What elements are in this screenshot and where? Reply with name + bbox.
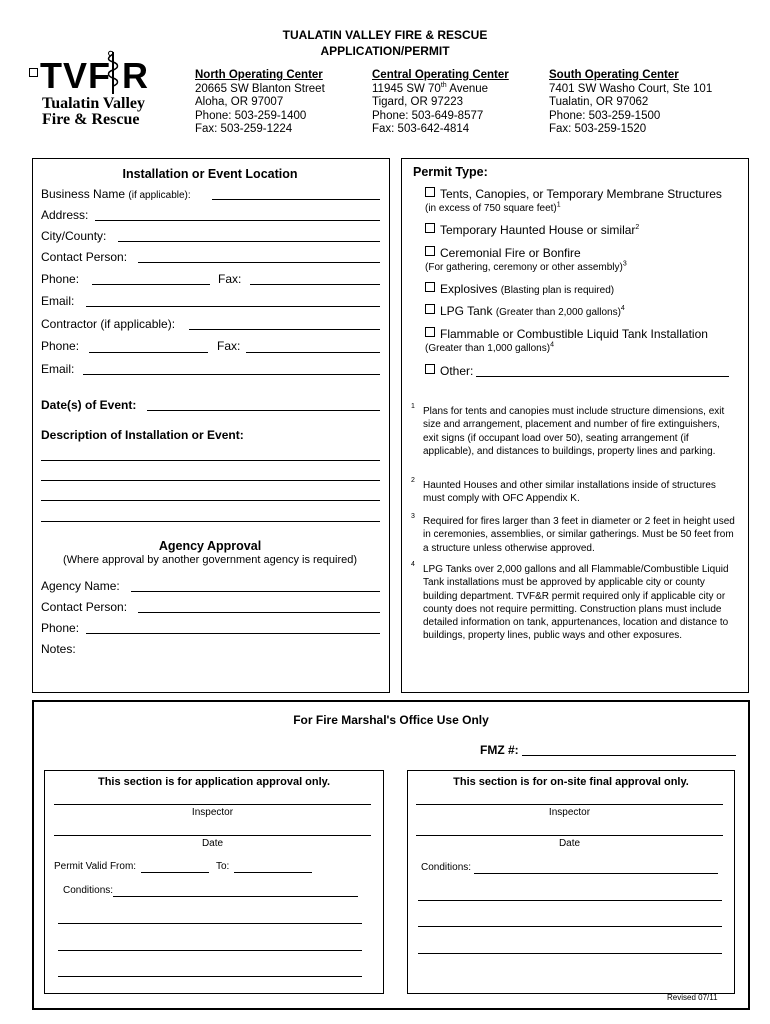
application-approval-heading: This section is for application approval only. [97, 776, 331, 788]
business-name-label: Business Name (if applicable): [41, 187, 191, 201]
permit-explosives-option[interactable]: Explosives (Blasting plan is required) [425, 282, 614, 297]
permit-flammable-option[interactable]: Flammable or Combustible Liquid Tank Installation [425, 327, 708, 341]
final-inspector-field[interactable] [416, 804, 723, 805]
app-inspector-field[interactable] [54, 804, 371, 805]
location-heading: Installation or Event Location [122, 167, 298, 181]
footnote-2-number: 2 [411, 477, 415, 484]
description-line-1[interactable] [41, 460, 380, 461]
final-date-field[interactable] [416, 835, 723, 836]
permit-other-option[interactable]: Other: [425, 364, 473, 378]
permit-flammable-note: (Greater than 1,000 gallons)$^4$ [425, 341, 554, 354]
business-name-field[interactable] [212, 199, 380, 200]
agency-name-label: Agency Name: [41, 579, 120, 593]
contractor-email-label: Email: [41, 362, 75, 376]
agency-note: (Where approval by another government agency is required) [62, 554, 358, 566]
app-conditions-field[interactable] [113, 896, 358, 897]
flammable-checkbox[interactable] [425, 327, 435, 337]
email-field[interactable] [86, 306, 380, 307]
footnote-1-text: Plans for tents and canopies must include structure dimensions, exit size and arrangement, placement and number of fire extinguishers, exit signs (if occupant load over 50), seating arrangement (if applicable), and distances to buildings, property lines and parking. [423, 406, 725, 457]
description-line-2[interactable] [41, 480, 380, 481]
footnote-4-text: LPG Tanks over 2,000 gallons and all Flammable/Combustible Liquid Tank installations must be approved by applicable city or county building department. TVF&R permit required only if applicable city or county does not require permitting. Construction plans must include detailed information on tank, appurtenances, location and distance to buildings, property lines, public ways and other exposures. [423, 564, 729, 642]
phone-field[interactable] [92, 284, 210, 285]
central-center-name: Central Operating Center [372, 69, 509, 81]
app-conditions-line-2[interactable] [58, 923, 362, 924]
footnote-3-text: Required for fires larger than 3 feet in diameter or 2 feet in height used in ceremonies, assemblies, or similar gatherings. Must be 50 feet from a structure unless otherwise approved. [423, 516, 735, 554]
contractor-email-field[interactable] [83, 374, 380, 375]
final-inspector-label: Inspector [548, 807, 591, 818]
app-conditions-label: Conditions: [63, 885, 114, 896]
final-conditions-field[interactable] [474, 873, 718, 874]
lpg-checkbox[interactable] [425, 304, 435, 314]
event-dates-field[interactable] [147, 410, 380, 411]
north-center-name: North Operating Center [195, 69, 323, 81]
city-county-field[interactable] [118, 241, 380, 242]
tvfr-logo [40, 55, 158, 130]
app-conditions-line-4[interactable] [58, 976, 362, 977]
agency-contact-label: Contact Person: [41, 600, 128, 614]
address-label: Address: [41, 208, 89, 222]
final-conditions-line-4[interactable] [418, 953, 722, 954]
form-subtitle: APPLICATION/PERMIT [320, 44, 450, 58]
other-checkbox[interactable] [425, 364, 435, 374]
contractor-fax-label: Fax: [217, 339, 241, 353]
north-center-phone: Phone: 503-259-1400 [195, 109, 307, 122]
permit-tents-option[interactable]: Tents, Canopies, or Temporary Membrane Structures [425, 187, 745, 201]
description-line-4[interactable] [41, 521, 380, 522]
south-center-city: Tualatin, OR 97062 [549, 96, 649, 109]
central-center-phone: Phone: 503-649-8577 [372, 109, 484, 122]
permit-other-field[interactable] [476, 376, 729, 377]
footnote-1-number: 1 [411, 403, 415, 410]
logo-line-2: Fire & Rescue [42, 111, 140, 128]
logo-line-1: Tualatin Valley [42, 95, 146, 112]
north-center [195, 69, 365, 137]
app-conditions-line-3[interactable] [58, 950, 362, 951]
central-center-fax: Fax: 503-642-4814 [372, 123, 470, 136]
permit-lpg-option[interactable]: LPG Tank (Greater than 2,000 gallons)$^4$ [425, 304, 625, 319]
south-center-name: South Operating Center [549, 69, 679, 81]
permit-valid-from-field[interactable] [141, 872, 209, 873]
tents-checkbox[interactable] [425, 187, 435, 197]
app-inspector-label: Inspector [191, 807, 234, 818]
permit-haunted-option[interactable]: Temporary Haunted House or similar$^2$ [425, 223, 639, 237]
permit-fire-note: (For gathering, ceremony or other assembly)$^3$ [425, 260, 627, 273]
contractor-label: Contractor (if applicable): [41, 317, 176, 331]
permit-tents-note: (in excess of 750 square feet)$^1$ [425, 201, 561, 214]
contractor-field[interactable] [189, 329, 380, 330]
permit-valid-to-label: To: [216, 861, 230, 872]
permit-fire-option[interactable]: Ceremonial Fire or Bonfire [425, 246, 581, 260]
final-approval-heading: This section is for on-site final approval only. [453, 776, 689, 788]
haunted-checkbox[interactable] [425, 223, 435, 233]
permit-type-heading: Permit Type: [413, 165, 488, 179]
fmz-label: FMZ #: [480, 743, 519, 757]
north-center-address: 20665 SW Blanton Street [195, 82, 325, 95]
agency-phone-label: Phone: [41, 621, 80, 635]
corner-checkbox[interactable] [29, 68, 38, 77]
final-conditions-line-2[interactable] [418, 900, 722, 901]
north-center-fax: Fax: 503-259-1224 [195, 123, 293, 136]
footnote-2-text: Haunted Houses and other similar installations inside of structures must comply with OFC Appendix K. [423, 480, 716, 505]
footnote-3-number: 3 [411, 513, 415, 520]
permit-valid-to-field[interactable] [234, 872, 312, 873]
logo-mark: TVF R [40, 58, 158, 94]
event-dates-label: Date(s) of Event: [41, 398, 137, 412]
south-center-address: 7401 SW Washo Court, Ste 101 [549, 82, 713, 95]
office-use-heading: For Fire Marshal's Office Use Only [293, 713, 489, 727]
fire-checkbox[interactable] [425, 246, 435, 256]
agency-heading: Agency Approval [158, 539, 262, 553]
app-date-field[interactable] [54, 835, 371, 836]
contact-person-field[interactable] [138, 262, 380, 263]
fax-field[interactable] [250, 284, 380, 285]
footnote-4-number: 4 [411, 561, 415, 568]
app-date-label: Date [201, 838, 224, 849]
address-field[interactable] [95, 220, 380, 221]
agency-phone-field[interactable] [86, 633, 380, 634]
final-conditions-line-3[interactable] [418, 926, 722, 927]
contractor-phone-label: Phone: [41, 339, 80, 353]
contractor-phone-field[interactable] [89, 352, 208, 353]
form-title: TUALATIN VALLEY FIRE & RESCUE [282, 28, 488, 42]
contractor-fax-field[interactable] [246, 352, 380, 353]
south-center [549, 69, 749, 137]
description-label: Description of Installation or Event: [41, 428, 244, 442]
agency-notes-label: Notes: [41, 642, 76, 656]
email-label: Email: [41, 294, 75, 308]
agency-name-field[interactable] [131, 591, 380, 592]
final-conditions-label: Conditions: [421, 862, 472, 873]
contact-person-label: Contact Person: [41, 250, 128, 264]
central-center [372, 69, 547, 137]
fax-label: Fax: [218, 272, 242, 286]
south-center-fax: Fax: 503-259-1520 [549, 123, 647, 136]
caduceus-icon [103, 50, 123, 94]
phone-label: Phone: [41, 272, 80, 286]
agency-contact-field[interactable] [138, 612, 380, 613]
description-line-3[interactable] [41, 500, 380, 501]
fmz-field[interactable] [522, 755, 736, 756]
city-county-label: City/County: [41, 229, 107, 243]
central-center-city: Tigard, OR 97223 [372, 96, 463, 109]
north-center-city: Aloha, OR 97007 [195, 96, 284, 109]
central-center-address: 11945 SW 70th Avenue [372, 81, 489, 95]
south-center-phone: Phone: 503-259-1500 [549, 109, 661, 122]
explosives-checkbox[interactable] [425, 282, 435, 292]
permit-valid-from-label: Permit Valid From: [54, 861, 137, 872]
revision-date: Revised 07/11 [667, 993, 718, 1002]
final-date-label: Date [558, 838, 581, 849]
